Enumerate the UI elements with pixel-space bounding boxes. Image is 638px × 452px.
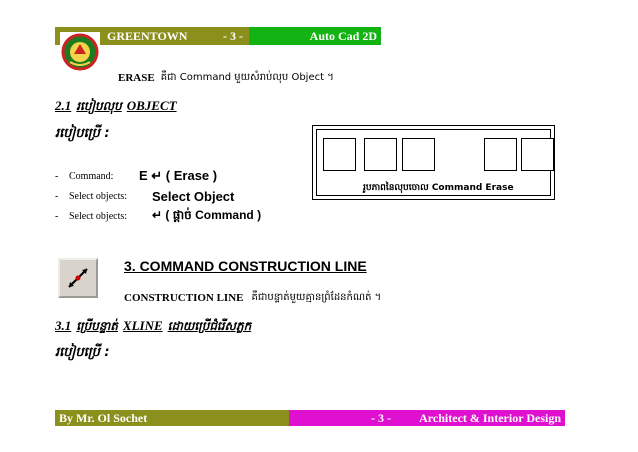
construction-line-desc: គឺជាបន្ទាត់មួយគ្មានព្រំដែនកំណត់ ។	[251, 292, 382, 303]
section-3-1-heading	[55, 318, 251, 336]
footer-subject: Architect & Interior Design	[419, 410, 561, 425]
footer-author: By Mr. Ol Sochet	[59, 410, 148, 425]
section-number: 2.1	[55, 98, 72, 113]
step-row: - Select objects: Select Object	[55, 188, 235, 204]
erase-steps	[55, 166, 305, 226]
erase-square	[323, 138, 356, 171]
footer-bar	[55, 410, 565, 426]
header-right-segment	[249, 27, 381, 45]
section-number: 3.1	[55, 318, 72, 333]
step-label: Select objects:	[69, 190, 128, 202]
erase-square	[364, 138, 397, 171]
section-title-khmer: របៀបលុប	[76, 99, 122, 113]
construction-line-tool-button	[58, 258, 98, 298]
footer-page: - 3 -	[371, 410, 391, 425]
step-value: Select Object	[152, 188, 235, 204]
step-label: Select objects:	[69, 210, 128, 222]
header-page: - 3 -	[223, 28, 243, 43]
step-value: ↵ ( ផ្តាច់ Command )	[152, 208, 262, 222]
section-title-khmer-2: ដោយប្រើជំរើសភ្លក	[167, 319, 252, 333]
construction-line-icon	[60, 260, 96, 296]
how-to-use-label-2: របៀបប្រើ :	[55, 345, 110, 360]
construction-line-definition	[124, 290, 381, 305]
step-row: - Select objects: ↵ ( ផ្តាច់ Command )	[55, 206, 305, 226]
how-to-use-label: របៀបប្រើ :	[55, 126, 110, 141]
section-title-en: OBJECT	[126, 98, 177, 113]
header-subject: Auto Cad 2D	[309, 28, 377, 43]
erase-square	[484, 138, 517, 171]
step-row: - Command: E ↵ ( Erase )	[55, 168, 218, 183]
header-school: GREENTOWN	[107, 28, 188, 43]
section-title-en: XLINE	[122, 318, 163, 333]
footer-right-segment	[289, 410, 565, 426]
erase-term: ERASE	[118, 71, 155, 84]
erase-figure-frame	[312, 125, 555, 200]
school-logo-icon	[60, 32, 100, 72]
step-value: E ↵ ( Erase )	[139, 168, 218, 183]
erase-square	[402, 138, 435, 171]
step-label: Command:	[69, 170, 114, 182]
intro-line	[118, 70, 334, 85]
erase-square	[521, 138, 554, 171]
section-title-khmer: ប្រើបន្ទាត់	[76, 319, 118, 333]
section-3-title: 3. COMMAND CONSTRUCTION LINE	[124, 258, 367, 274]
header-bar	[55, 27, 381, 45]
section-2-1-heading	[55, 98, 177, 116]
footer-left-segment	[55, 410, 289, 426]
construction-line-term: CONSTRUCTION LINE	[124, 291, 244, 304]
erase-definition: គឺជា Command មួយសំរាប់លុប Object ។	[160, 72, 334, 83]
figure-caption: រូបភាពនៃលុបចោល Command Erase	[363, 183, 514, 193]
